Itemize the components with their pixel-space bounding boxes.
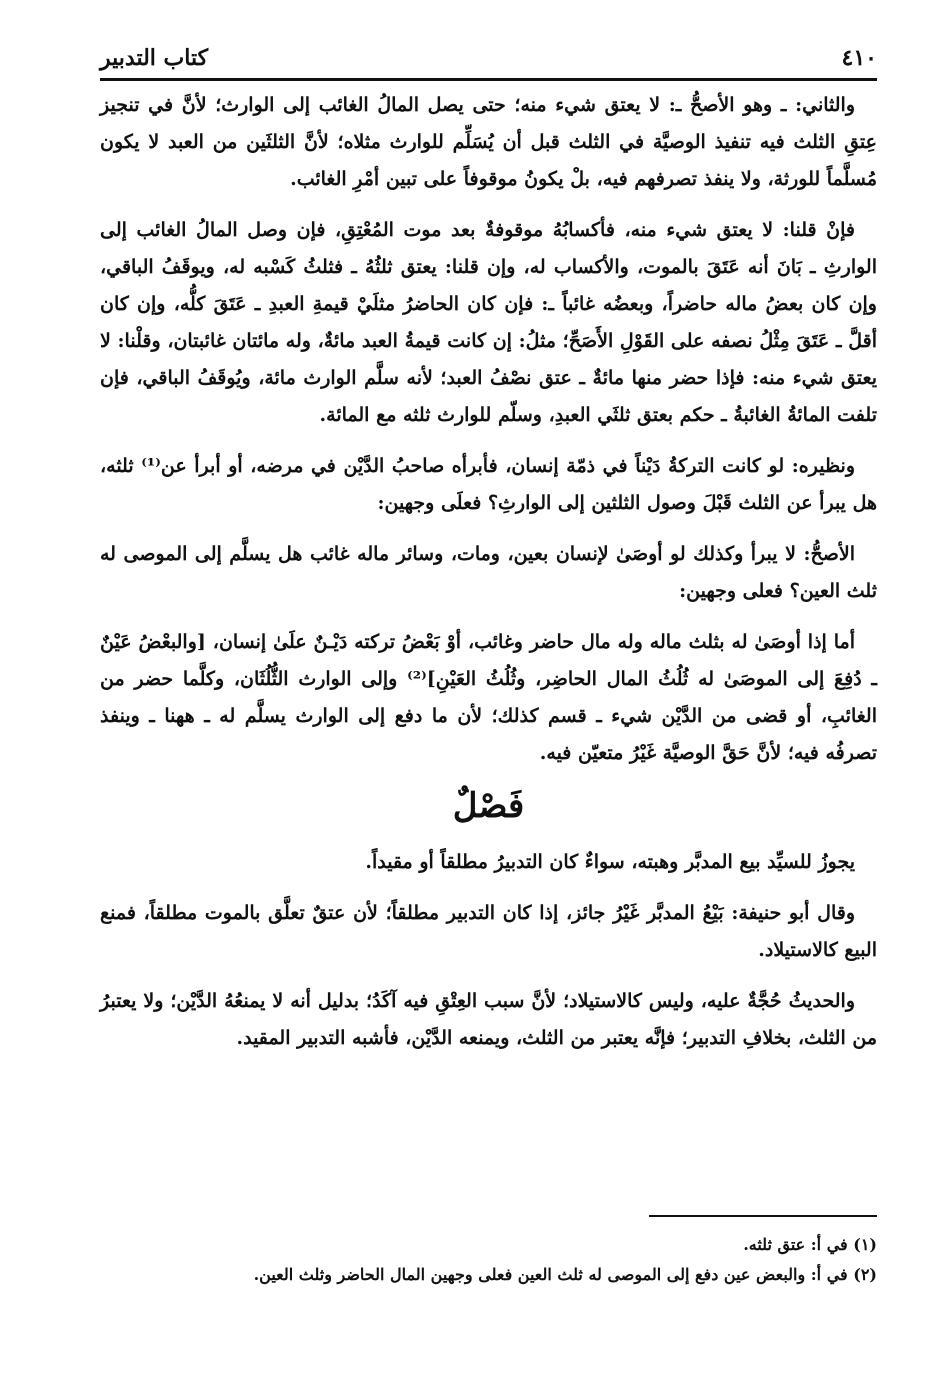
footnote: (١) في أ: عتق ثلثه. [743,1235,877,1254]
paragraph: أما إذا أوصَىٰ له بثلث ماله وله مال حاضر وغائب، أوْ بَعْضُ تركته دَيْـنٌ علَىٰ إنسان، [والبعْضُ عَيْنٌ ـ دُفِعَ إلى الموصَىٰ له ثُلُثُ المال الحاضِر، وثُلُثُ العَيْنِ]⁽²⁾ وإلى الوارث الثُّلُثَان، وكلَّما حضر من الغائبِ، أو قضى من الدَّيْن شيء ـ قسم كذلك؛ لأن ما دفع إلى الوارث يسلَّم له ـ ههنا ـ وينفذ تصرفُه فيه؛ لأنَّ حَقَّ الوصيَّة غَيْرُ متعيّن فيه. [100,631,878,764]
page-header [100,38,877,81]
footnotes [100,1230,877,1290]
book-title: كتاب التدبير [100,45,209,71]
paragraph: يجوزُ للسيِّد بيع المدبَّر وهبته، سواءٌ كان التدبيرُ مطلقاً أو مقيداً. [365,851,855,873]
footnote: (٢) في أ: والبعض عين دفع إلى الموصى له ثلث العين فعلى وجهين المال الحاضر وثلث العين. [253,1265,877,1284]
paragraph: ونظيره: لو كانت التركةُ دَيْناً في ذمّة إنسان، فأبرأه صاحبُ الدَّيْن في مرضه، أو أبرأ عن⁽¹⁾ ثلثه، هل يبرأ عن الثلث قَبْلَ وصول الثلثين إلى الوارثِ؟ فعلَى وجهين: [100,455,877,514]
paragraph: الأصحُّ: لا يبرأ وكذلك لو أوصَىٰ لإنسان بعين، ومات، وسائر ماله غائب هل يسلَّم إلى الموصى له ثلث العين؟ فعلى وجهين: [100,543,877,602]
footnote-divider [649,1215,877,1217]
paragraph: والثاني: ـ وهو الأصحُّ ـ: لا يعتق شيء منه؛ حتى يصل المالُ الغائب إلى الوارث؛ لأنَّ في تنجيز عِتقِ الثلث فيه تنفيذ الوصيَّة في الثلث قبل أن يُسَلِّم للوارث مثلاه؛ لأنَّ الثلثَين من العبد لا يكون مُسلَّماً للورثة، ولا ينفذ تصرفهم فيه، بلْ يكونُ موقوفاً على تبين أمْرِ الغائب. [100,94,877,190]
section-title: فَصْلٌ [452,786,525,826]
paragraph: والحديثُ حُجَّةٌ عليه، وليس كالاستيلاد؛ لأنَّ سبب العِتْقِ فيه آكَدُ؛ بدليل أنه لا يمنعُهُ الدَّيْن؛ ولا يعتبرُ من الثلث، بخلافِ التدبير؛ فإنَّه يعتبر من الثلث، ويمنعه الدَّيْن، فأشبه التدبير المقيد. [100,990,877,1049]
paragraph: وقال أبو حنيفة: بَيْعُ المدبَّر غَيْرُ جائز، إذا كان التدبير مطلقاً؛ لأن عتقٌ تعلَّق بالموت مطلقاً، فمنع البيع كالاستيلاد. [100,902,877,961]
page-number: ٤١٠ [841,45,877,71]
paragraph: فإنْ قلنا: لا يعتق شيء منه، فأكسابُهُ موقوفةٌ بعد موت المُعْتِقِ، فإن وصل المالُ الغائب إلى الوارثِ ـ بَانَ أنه عَتَقَ بالموت، والأكساب له، وإن قلنا: يعتق ثلثُهُ ـ فثلثُ كَسْبه له، ويوقَفُ الباقي، وإن كان بعضُ ماله حاضراً، وبعضُه غائباً ـ: فإن كان الحاضرُ مثلَيْ قيمةِ العبدِ ـ عَتَقَ كلُّه، وإن كان أقلَّ ـ عَتَقَ مِثْلُ نصفه على القَوْلِ الأَصَحِّ؛ مثلُ: إن كانت قيمةُ العبد مائةٌ، وله مائتان غائبتان، وقلْنا: لا يعتق شيء منه: فإذا حضر منها مائةٌ ـ عتق نصْفُ العبد؛ لأنه سلَّم الوارث مائة، ويُوقَفُ الباقي، فإن تلفت المائةُ الغائبةُ ـ حكم بعتق ثلثَي العبدِ، وسلّم للوارث ثلثه مع المائة. [100,219,877,426]
main-text [100,87,877,1057]
